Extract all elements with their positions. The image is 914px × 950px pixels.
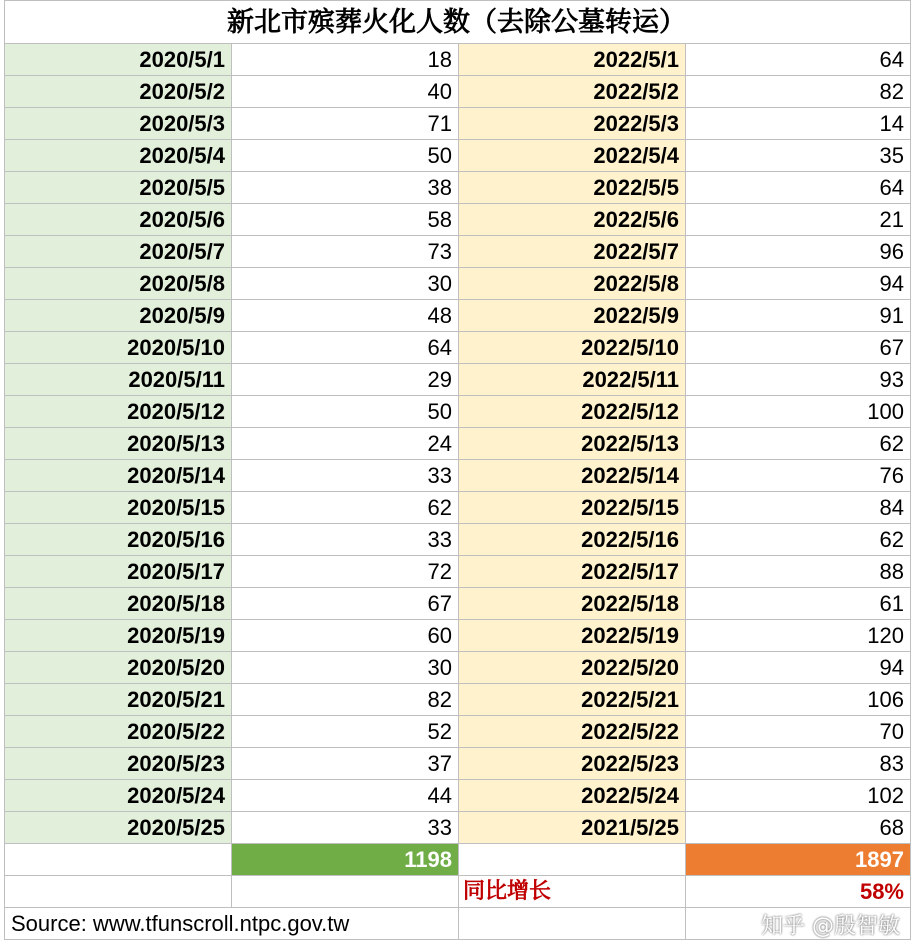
- count-2020-cell[interactable]: 67: [232, 588, 459, 620]
- count-2020-cell[interactable]: 50: [232, 140, 459, 172]
- table-row: [5, 268, 911, 300]
- table-row: [5, 172, 911, 204]
- date-2020-cell[interactable]: 2020/5/17: [5, 556, 232, 588]
- table-row: [5, 108, 911, 140]
- date-2022-cell[interactable]: 2022/5/19: [459, 620, 686, 652]
- count-2022-cell[interactable]: 62: [686, 428, 911, 460]
- count-2020-cell[interactable]: 44: [232, 780, 459, 812]
- count-2022-cell[interactable]: 120: [686, 620, 911, 652]
- table-row: [5, 76, 911, 108]
- date-2022-cell[interactable]: 2022/5/11: [459, 364, 686, 396]
- date-2022-cell[interactable]: 2022/5/8: [459, 268, 686, 300]
- count-2022-cell[interactable]: 14: [686, 108, 911, 140]
- yoy-value-cell[interactable]: 58%: [686, 876, 911, 908]
- table-row: [5, 332, 911, 364]
- count-2020-cell[interactable]: 40: [232, 76, 459, 108]
- count-2022-cell[interactable]: 21: [686, 204, 911, 236]
- empty-cell[interactable]: [459, 844, 686, 876]
- count-2022-cell[interactable]: 68: [686, 812, 911, 844]
- date-2022-cell[interactable]: 2022/5/4: [459, 140, 686, 172]
- date-2020-cell[interactable]: 2020/5/13: [5, 428, 232, 460]
- count-2020-cell[interactable]: 33: [232, 812, 459, 844]
- table-row: [5, 652, 911, 684]
- date-2020-cell[interactable]: 2020/5/23: [5, 748, 232, 780]
- date-2022-cell[interactable]: 2022/5/12: [459, 396, 686, 428]
- count-2020-cell[interactable]: 72: [232, 556, 459, 588]
- date-2020-cell[interactable]: 2020/5/20: [5, 652, 232, 684]
- date-2022-cell[interactable]: 2022/5/22: [459, 716, 686, 748]
- count-2022-cell[interactable]: 61: [686, 588, 911, 620]
- table-row: [5, 716, 911, 748]
- count-2022-cell[interactable]: 91: [686, 300, 911, 332]
- count-2020-cell[interactable]: 60: [232, 620, 459, 652]
- count-2020-cell[interactable]: 52: [232, 716, 459, 748]
- count-2022-cell[interactable]: 67: [686, 332, 911, 364]
- count-2020-cell[interactable]: 33: [232, 460, 459, 492]
- table-row: [5, 396, 911, 428]
- yoy-label-cell[interactable]: 同比增长: [459, 876, 686, 908]
- date-2020-cell[interactable]: 2020/5/9: [5, 300, 232, 332]
- date-2022-cell[interactable]: 2022/5/3: [459, 108, 686, 140]
- date-2022-cell[interactable]: 2022/5/14: [459, 460, 686, 492]
- table-row: [5, 780, 911, 812]
- count-2022-cell[interactable]: 100: [686, 396, 911, 428]
- table-row: [5, 204, 911, 236]
- date-2022-cell[interactable]: 2022/5/10: [459, 332, 686, 364]
- count-2022-cell[interactable]: 84: [686, 492, 911, 524]
- table-row: [5, 492, 911, 524]
- date-2020-cell[interactable]: 2020/5/16: [5, 524, 232, 556]
- date-2022-cell[interactable]: 2022/5/5: [459, 172, 686, 204]
- table-row: [5, 524, 911, 556]
- date-2020-cell[interactable]: 2020/5/1: [5, 44, 232, 76]
- date-2020-cell[interactable]: 2020/5/14: [5, 460, 232, 492]
- table-row: [5, 684, 911, 716]
- date-2020-cell[interactable]: 2020/5/10: [5, 332, 232, 364]
- count-2020-cell[interactable]: 48: [232, 300, 459, 332]
- date-2020-cell[interactable]: 2020/5/7: [5, 236, 232, 268]
- empty-cell[interactable]: [232, 876, 459, 908]
- date-2020-cell[interactable]: 2020/5/25: [5, 812, 232, 844]
- table-row: [5, 44, 911, 76]
- table-row: [5, 140, 911, 172]
- date-2022-cell[interactable]: 2022/5/24: [459, 780, 686, 812]
- count-2020-cell[interactable]: 38: [232, 172, 459, 204]
- date-2022-cell[interactable]: 2022/5/6: [459, 204, 686, 236]
- table-row: [5, 620, 911, 652]
- date-2020-cell[interactable]: 2020/5/21: [5, 684, 232, 716]
- count-2020-cell[interactable]: 37: [232, 748, 459, 780]
- date-2022-cell[interactable]: 2022/5/17: [459, 556, 686, 588]
- table-row: [5, 428, 911, 460]
- count-2020-cell[interactable]: 18: [232, 44, 459, 76]
- date-2020-cell[interactable]: 2020/5/4: [5, 140, 232, 172]
- date-2022-cell[interactable]: 2022/5/2: [459, 76, 686, 108]
- count-2020-cell[interactable]: 73: [232, 236, 459, 268]
- count-2020-cell[interactable]: 33: [232, 524, 459, 556]
- date-2020-cell[interactable]: 2020/5/5: [5, 172, 232, 204]
- table-row: [5, 812, 911, 844]
- count-2022-cell[interactable]: 94: [686, 652, 911, 684]
- count-2022-cell[interactable]: 70: [686, 716, 911, 748]
- count-2020-cell[interactable]: 50: [232, 396, 459, 428]
- empty-cell[interactable]: [5, 876, 232, 908]
- date-2020-cell[interactable]: 2020/5/6: [5, 204, 232, 236]
- source-cell[interactable]: Source: www.tfunscroll.ntpc.gov.tw: [5, 908, 459, 940]
- empty-cell[interactable]: [459, 908, 686, 940]
- totals-row: [5, 844, 911, 876]
- table-row: [5, 460, 911, 492]
- date-2022-cell[interactable]: 2022/5/23: [459, 748, 686, 780]
- table-row: [5, 300, 911, 332]
- date-2020-cell[interactable]: 2020/5/3: [5, 108, 232, 140]
- date-2022-cell[interactable]: 2022/5/20: [459, 652, 686, 684]
- date-2022-cell[interactable]: 2022/5/15: [459, 492, 686, 524]
- count-2020-cell[interactable]: 82: [232, 684, 459, 716]
- count-2020-cell[interactable]: 62: [232, 492, 459, 524]
- date-2022-cell[interactable]: 2022/5/1: [459, 44, 686, 76]
- sheet-title[interactable]: 新北市殡葬火化人数（去除公墓转运）: [5, 1, 911, 44]
- date-2020-cell[interactable]: 2020/5/12: [5, 396, 232, 428]
- date-2020-cell[interactable]: 2020/5/11: [5, 364, 232, 396]
- date-2020-cell[interactable]: 2020/5/18: [5, 588, 232, 620]
- count-2022-cell[interactable]: 64: [686, 172, 911, 204]
- count-2020-cell[interactable]: 71: [232, 108, 459, 140]
- date-2022-cell[interactable]: 2022/5/7: [459, 236, 686, 268]
- total-2022-cell[interactable]: 1897: [686, 844, 911, 876]
- yoy-row: [5, 876, 911, 908]
- table-row: [5, 236, 911, 268]
- count-2022-cell[interactable]: 102: [686, 780, 911, 812]
- count-2020-cell[interactable]: 30: [232, 268, 459, 300]
- table-row: [5, 748, 911, 780]
- count-2020-cell[interactable]: 30: [232, 652, 459, 684]
- count-2022-cell[interactable]: 106: [686, 684, 911, 716]
- count-2022-cell[interactable]: 76: [686, 460, 911, 492]
- spreadsheet-table: [4, 0, 911, 940]
- count-2022-cell[interactable]: 82: [686, 76, 911, 108]
- date-2020-cell[interactable]: 2020/5/22: [5, 716, 232, 748]
- date-2022-cell[interactable]: 2022/5/16: [459, 524, 686, 556]
- table-row: [5, 588, 911, 620]
- date-2022-cell[interactable]: 2022/5/13: [459, 428, 686, 460]
- table-row: [5, 364, 911, 396]
- count-2022-cell[interactable]: 96: [686, 236, 911, 268]
- count-2020-cell[interactable]: 64: [232, 332, 459, 364]
- date-2020-cell[interactable]: 2020/5/8: [5, 268, 232, 300]
- total-2020-cell[interactable]: 1198: [232, 844, 459, 876]
- date-2022-cell[interactable]: 2022/5/21: [459, 684, 686, 716]
- count-2020-cell[interactable]: 58: [232, 204, 459, 236]
- date-2020-cell[interactable]: 2020/5/24: [5, 780, 232, 812]
- count-2022-cell[interactable]: 93: [686, 364, 911, 396]
- count-2020-cell[interactable]: 29: [232, 364, 459, 396]
- watermark: 知乎 @殷智敏: [761, 914, 900, 939]
- date-2022-cell[interactable]: 2022/5/18: [459, 588, 686, 620]
- count-2022-cell[interactable]: 64: [686, 44, 911, 76]
- empty-cell[interactable]: [5, 844, 232, 876]
- count-2020-cell[interactable]: 24: [232, 428, 459, 460]
- date-2020-cell[interactable]: 2020/5/2: [5, 76, 232, 108]
- count-2022-cell[interactable]: 88: [686, 556, 911, 588]
- count-2022-cell[interactable]: 62: [686, 524, 911, 556]
- date-2020-cell[interactable]: 2020/5/19: [5, 620, 232, 652]
- date-2022-cell[interactable]: 2022/5/9: [459, 300, 686, 332]
- count-2022-cell[interactable]: 94: [686, 268, 911, 300]
- table-row: [5, 556, 911, 588]
- date-2020-cell[interactable]: 2020/5/15: [5, 492, 232, 524]
- date-2022-cell[interactable]: 2021/5/25: [459, 812, 686, 844]
- count-2022-cell[interactable]: 35: [686, 140, 911, 172]
- title-row: [5, 1, 911, 44]
- count-2022-cell[interactable]: 83: [686, 748, 911, 780]
